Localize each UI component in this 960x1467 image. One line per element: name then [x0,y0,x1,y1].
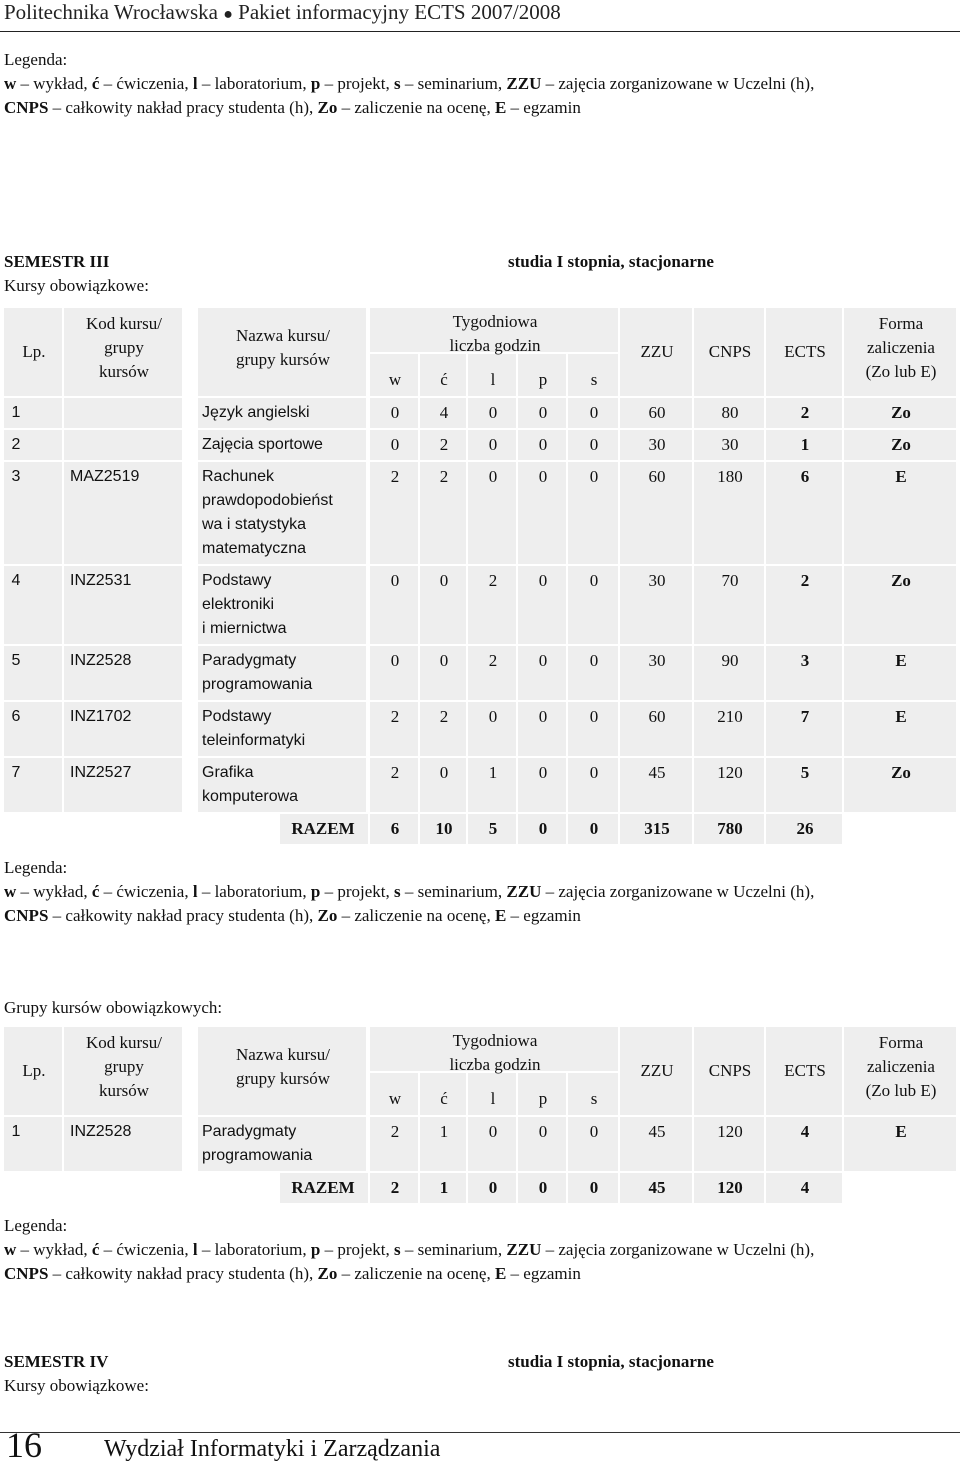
row-ects: 2 [800,571,810,590]
row-cnps: 120 [717,1122,743,1141]
row-w: 0 [390,651,400,670]
legend-key: ZZU [506,882,542,901]
legend-desc: – seminarium, [400,74,507,93]
legend-key: ć [91,74,100,93]
legend-desc: – projekt, [320,1240,394,1259]
row-code: INZ1702 [70,708,132,725]
header-ects: ECTS [784,1061,826,1080]
row-name: Paradygmaty programowania [202,1123,313,1164]
header-form: Forma zaliczenia (Zo lub E) [865,314,937,381]
legend-key: ć [91,1240,100,1259]
header-p: p [538,370,548,389]
row-w: 2 [390,707,400,726]
row-cnps: 80 [721,403,739,422]
row-zzu: 30 [648,651,666,670]
courses-label: Kursy obowiązkowe: [4,1376,149,1395]
row-cell [64,398,182,428]
legend-line [4,904,954,928]
legend-key: p [310,1240,321,1259]
legend-key: CNPS [4,1264,49,1283]
legend-desc: – seminarium, [400,1240,507,1259]
row-cnps: 70 [721,571,739,590]
legend-line [4,72,954,96]
study-type: studia I stopnia, stacjonarne [508,252,714,271]
row-form: Zo [891,763,911,782]
legend-key: l [192,74,198,93]
legend-desc: – wykład, [16,882,92,901]
legend-line [4,880,954,904]
row-s: 0 [589,403,599,422]
row-p: 0 [538,571,548,590]
legend-desc: – wykład, [16,1240,92,1259]
row-s: 0 [589,467,599,486]
total-cnps: 780 [717,819,743,838]
semester-4-title: SEMESTR IV [4,1352,109,1371]
total-ects: 4 [800,1178,810,1197]
row-c: 0 [439,571,449,590]
row-l: 2 [488,651,498,670]
legend-key: p [310,74,321,93]
row-p: 0 [538,467,548,486]
semester-4-block [4,1350,149,1398]
row-name: Podstawy elektroniki i miernictwa [202,572,287,637]
legend-desc: – zaliczenie na ocenę, [337,906,495,925]
row-c: 0 [439,651,449,670]
legend-key: w [4,1240,17,1259]
row-s: 0 [589,763,599,782]
legend-desc: – projekt, [320,882,394,901]
row-code: INZ2527 [70,764,132,781]
legend-key: ZZU [506,1240,542,1259]
legend-desc: – laboratorium, [197,1240,311,1259]
legend-key: Zo [317,1264,338,1283]
legend-label: Legenda: [4,858,68,877]
legend-desc: – egzamin [506,98,581,117]
header-l: l [490,1089,496,1108]
header-weekly-hours: Tygodniowa liczba godzin [449,1031,541,1074]
header-w: w [388,370,402,389]
row-ects: 1 [800,435,810,454]
row-c: 2 [439,435,449,454]
row-cnps: 120 [717,763,743,782]
legend-desc: – zajęcia zorganizowane w Uczelni (h), [541,1240,815,1259]
row-ects: 6 [800,467,810,486]
row-form: E [895,1122,907,1141]
faculty-name: Wydział Informatyki i Zarządzania [104,1436,441,1462]
legend-key: s [394,1240,401,1259]
page-number: 16 [6,1425,42,1465]
total-ects: 26 [796,819,814,838]
total-zzu: 45 [648,1178,666,1197]
total-w: 6 [390,819,400,838]
row-lp: 2 [11,436,21,453]
legend-desc: – seminarium, [400,882,507,901]
legend-desc: – laboratorium, [197,74,311,93]
legend-key: l [192,1240,198,1259]
semester-3-block [4,250,149,298]
legend-desc: – ćwiczenia, [99,74,193,93]
row-zzu: 60 [648,467,666,486]
header-name: Nazwa kursu/ grupy kursów [236,1045,330,1088]
row-p: 0 [538,763,548,782]
legend-key: CNPS [4,906,49,925]
legend-key: s [394,882,401,901]
row-ects: 3 [800,651,810,670]
legend-line [4,1238,954,1262]
header-weekly-hours: Tygodniowa liczba godzin [449,312,541,355]
row-code: MAZ2519 [70,468,140,485]
row-s: 0 [589,651,599,670]
total-s: 0 [589,1178,599,1197]
legend-middle [4,856,954,928]
row-l: 0 [488,435,498,454]
legend-desc: – zaliczenie na ocenę, [337,98,495,117]
row-w: 2 [390,763,400,782]
row-name: Język angielski [202,404,310,421]
row-form: Zo [891,571,911,590]
legend-key: s [394,74,401,93]
legend-desc: – wykład, [16,74,92,93]
row-name: Grafika komputerowa [202,764,299,805]
header-code: Kod kursu/ grupy kursów [85,1033,163,1100]
row-w: 0 [390,403,400,422]
row-code: INZ2528 [70,1123,132,1140]
legend-key: E [494,1264,507,1283]
bullet-icon: ● [223,6,233,23]
legend-key: E [494,98,507,117]
row-zzu: 45 [648,1122,666,1141]
legend-line [4,1262,954,1286]
row-p: 0 [538,707,548,726]
legend-desc: – całkowity nakład pracy studenta (h), [48,906,318,925]
header-zzu: ZZU [640,342,674,361]
row-lp: 5 [11,652,21,669]
row-ects: 4 [800,1122,810,1141]
legend-desc: – projekt, [320,74,394,93]
row-zzu: 45 [648,763,666,782]
row-ects: 2 [800,403,810,422]
legend-key: E [494,906,507,925]
legend-bottom [4,1214,954,1286]
row-zzu: 60 [648,403,666,422]
row-c: 1 [439,1122,449,1141]
row-p: 0 [538,1122,548,1141]
legend-key: l [192,882,198,901]
document-title: Pakiet informacyjny ECTS 2007/2008 [238,0,561,24]
row-s: 0 [589,435,599,454]
row-l: 0 [488,403,498,422]
institution-name: Politechnika Wrocławska [4,0,218,24]
legend-label: Legenda: [4,1216,68,1235]
row-c: 2 [439,467,449,486]
page-header [4,0,561,25]
row-p: 0 [538,403,548,422]
total-l: 0 [488,1178,498,1197]
header-cnps: CNPS [708,342,752,361]
row-lp: 3 [11,468,21,485]
legend-desc: – zajęcia zorganizowane w Uczelni (h), [541,74,815,93]
legend-desc: – ćwiczenia, [99,882,193,901]
total-w: 2 [390,1178,400,1197]
legend-desc: – ćwiczenia, [99,1240,193,1259]
groups-title: Grupy kursów obowiązkowych: [4,998,223,1017]
row-zzu: 30 [648,435,666,454]
semester-3-title: SEMESTR III [4,252,110,271]
header-zzu: ZZU [640,1061,674,1080]
legend-key: w [4,74,17,93]
row-lp: 1 [11,1123,21,1140]
header-s: s [590,370,598,389]
row-code: INZ2531 [70,572,132,589]
header-code: Kod kursu/ grupy kursów [85,314,163,381]
total-label: RAZEM [291,819,355,838]
legend-desc: – zajęcia zorganizowane w Uczelni (h), [541,882,815,901]
legend-key: p [310,882,321,901]
row-form: Zo [891,403,911,422]
row-l: 0 [488,707,498,726]
total-c: 1 [439,1178,449,1197]
header-cnps: CNPS [708,1061,752,1080]
row-name: Rachunek prawdopodobieńst wa i statystyka matematyczna [202,468,333,557]
header-lp: Lp. [22,342,46,361]
total-zzu: 315 [644,819,670,838]
row-c: 4 [439,403,449,422]
row-cnps: 90 [721,651,739,670]
course-groups-table [0,1027,960,1203]
row-form: E [895,651,907,670]
row-p: 0 [538,651,548,670]
header-divider [0,31,960,32]
total-c: 10 [435,819,453,838]
row-ects: 5 [800,763,810,782]
legend-top [4,48,954,120]
row-w: 2 [390,467,400,486]
legend-desc: – zaliczenie na ocenę, [337,1264,495,1283]
header-w: w [388,1089,402,1108]
legend-label: Legenda: [4,50,68,69]
header-p: p [538,1089,548,1108]
row-form: Zo [891,435,911,454]
legend-key: Zo [317,98,338,117]
total-s: 0 [589,819,599,838]
row-cell [64,430,182,460]
legend-desc: – egzamin [506,1264,581,1283]
row-lp: 7 [11,764,21,781]
row-cnps: 210 [717,707,743,726]
footer-divider [0,1432,960,1433]
total-l: 5 [488,819,498,838]
total-p: 0 [538,1178,548,1197]
row-p: 0 [538,435,548,454]
row-name: Podstawy teleinformatyki [202,708,306,749]
legend-line [4,96,954,120]
total-cnps: 120 [717,1178,743,1197]
row-name: Paradygmaty programowania [202,652,313,693]
row-cnps: 180 [717,467,743,486]
row-c: 0 [439,763,449,782]
row-lp: 6 [11,708,21,725]
row-l: 1 [488,763,498,782]
header-lp: Lp. [22,1061,46,1080]
row-zzu: 30 [648,571,666,590]
row-form: E [895,467,907,486]
row-lp: 4 [11,572,21,589]
row-cnps: 30 [721,435,739,454]
row-form: E [895,707,907,726]
row-w: 0 [390,435,400,454]
header-ects: ECTS [784,342,826,361]
legend-key: Zo [317,906,338,925]
row-l: 0 [488,1122,498,1141]
legend-desc: – całkowity nakład pracy studenta (h), [48,1264,318,1283]
row-s: 0 [589,571,599,590]
row-s: 0 [589,1122,599,1141]
row-c: 2 [439,707,449,726]
courses-table-semester-3 [0,308,960,844]
row-lp: 1 [11,404,21,421]
legend-desc: – całkowity nakład pracy studenta (h), [48,98,318,117]
row-zzu: 60 [648,707,666,726]
header-s: s [590,1089,598,1108]
legend-key: w [4,882,17,901]
total-label: RAZEM [291,1178,355,1197]
row-w: 0 [390,571,400,590]
header-name: Nazwa kursu/ grupy kursów [236,326,330,369]
study-type: studia I stopnia, stacjonarne [508,1352,714,1371]
header-l: l [490,370,496,389]
legend-key: ć [91,882,100,901]
legend-key: ZZU [506,74,542,93]
total-p: 0 [538,819,548,838]
legend-key: CNPS [4,98,49,117]
row-ects: 7 [800,707,810,726]
header-c: ć [440,370,448,389]
courses-label: Kursy obowiązkowe: [4,276,149,295]
row-s: 0 [589,707,599,726]
row-w: 2 [390,1122,400,1141]
legend-desc: – laboratorium, [197,882,311,901]
header-c: ć [440,1089,448,1108]
legend-desc: – egzamin [506,906,581,925]
row-name: Zajęcia sportowe [202,436,323,453]
header-form: Forma zaliczenia (Zo lub E) [865,1033,937,1100]
row-code: INZ2528 [70,652,132,669]
row-l: 2 [488,571,498,590]
row-l: 0 [488,467,498,486]
